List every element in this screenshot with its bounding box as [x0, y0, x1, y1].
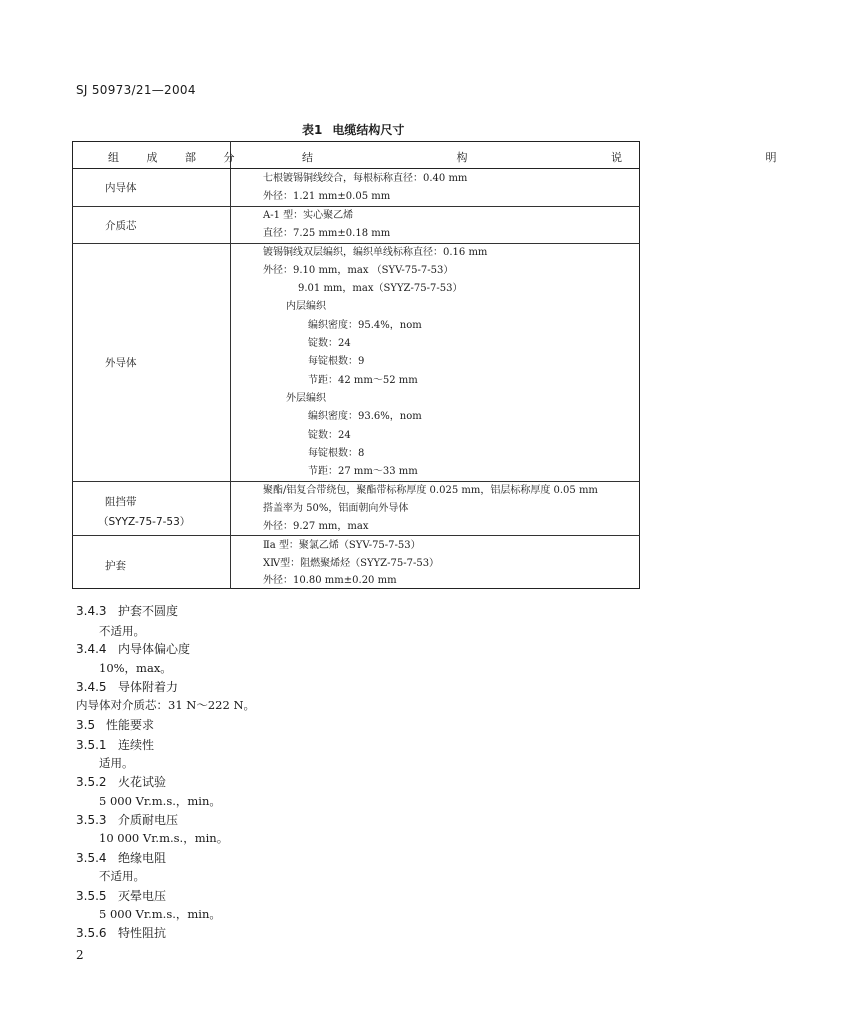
section-heading: 3.5 性能要求: [76, 718, 155, 732]
cell-line: 节距：42 mm～52 mm: [308, 375, 418, 386]
section-heading: 3.5.1 连续性: [76, 738, 155, 752]
cell-line: 每锭根数：8: [308, 448, 365, 459]
section-heading: 3.4.5 导体附着力: [76, 680, 179, 694]
table-column-divider: [230, 141, 231, 589]
table-header-rule: [72, 168, 640, 169]
section-body: 10 000 Vr.m.s.，min。: [99, 831, 229, 845]
page-number: 2: [76, 948, 84, 962]
section-heading: 3.4.4 内导体偏心度: [76, 642, 191, 656]
cell-line: A-1 型：实心聚乙烯: [263, 210, 354, 221]
cell-line: 每锭根数：9: [308, 356, 365, 367]
section-heading: 3.4.3 护套不圆度: [76, 604, 179, 618]
cell-line: 外径：1.21 mm±0.05 mm: [263, 191, 391, 202]
table-row-rule: [72, 206, 640, 207]
section-body: 内导体对介质芯：31 N～222 N。: [76, 698, 256, 712]
section-body: 不适用。: [99, 624, 145, 638]
cell-line: 编织密度：93.6%，nom: [308, 411, 422, 422]
table-caption: 电缆结构尺寸: [332, 123, 405, 137]
row-label-dielectric-core: 介质芯: [105, 220, 137, 232]
cell-line: 节距：27 mm～33 mm: [308, 466, 418, 477]
table-title: [302, 121, 404, 138]
section-body: 5 000 Vr.m.s.，min。: [99, 794, 221, 808]
section-heading: 3.5.2 火花试验: [76, 775, 167, 789]
row-label-barrier-tape: 阻挡带: [105, 496, 137, 508]
cell-line: 外层编织: [286, 393, 326, 404]
row-label-inner-conductor: 内导体: [105, 182, 137, 194]
cell-line: 锭数：24: [308, 338, 351, 349]
cell-line: 锭数：24: [308, 430, 351, 441]
section-heading: 3.5.3 介质耐电压: [76, 813, 179, 827]
section-body: 适用。: [99, 756, 134, 770]
document-id: SJ 50973/21—2004: [76, 83, 196, 97]
section-body: 10%，max。: [99, 661, 172, 675]
section-body: 5 000 Vr.m.s.，min。: [99, 907, 221, 921]
row-label-barrier-tape-model: （SYYZ-75-7-53）: [98, 516, 191, 528]
section-heading: 3.5.4 绝缘电阻: [76, 851, 167, 865]
cell-line: ⅩⅣ型：阻燃聚烯烃（SYYZ-75-7-53）: [263, 558, 440, 569]
header-description: 结 构 说 明: [302, 151, 847, 164]
table-number: 表1: [302, 123, 323, 137]
cell-line: Ⅱa 型：聚氯乙烯（SYV-75-7-53）: [263, 540, 421, 551]
row-label-outer-conductor: 外导体: [105, 357, 137, 369]
section-body: 不适用。: [99, 869, 145, 883]
row-label-jacket: 护套: [105, 560, 126, 572]
cell-line: 外径：9.10 mm，max （SYV-75-7-53）: [263, 265, 454, 276]
section-heading: 3.5.5 灭晕电压: [76, 889, 167, 903]
cell-line: 七根镀锡铜线绞合，每根标称直径：0.40 mm: [263, 173, 468, 184]
cell-line: 编织密度：95.4%，nom: [308, 320, 422, 331]
cell-line: 内层编织: [286, 301, 326, 312]
cell-line: 直径：7.25 mm±0.18 mm: [263, 228, 391, 239]
cell-line: 镀锡铜线双层编织，编织单线标称直径：0.16 mm: [263, 247, 488, 258]
section-heading: 3.5.6 特性阻抗: [76, 926, 167, 940]
cell-line: 外径：10.80 mm±0.20 mm: [263, 575, 397, 586]
cell-line: 9.01 mm，max（SYYZ-75-7-53）: [298, 283, 463, 294]
cell-line: 外径：9.27 mm，max: [263, 521, 369, 532]
cell-line: 聚酯/铝复合带绕包，聚酯带标称厚度 0.025 mm，铝层标称厚度 0.05 mm: [263, 485, 598, 496]
cell-line: 搭盖率为 50%，铝面朝向外导体: [263, 503, 409, 514]
header-component: 组 成 部 分: [108, 151, 247, 164]
